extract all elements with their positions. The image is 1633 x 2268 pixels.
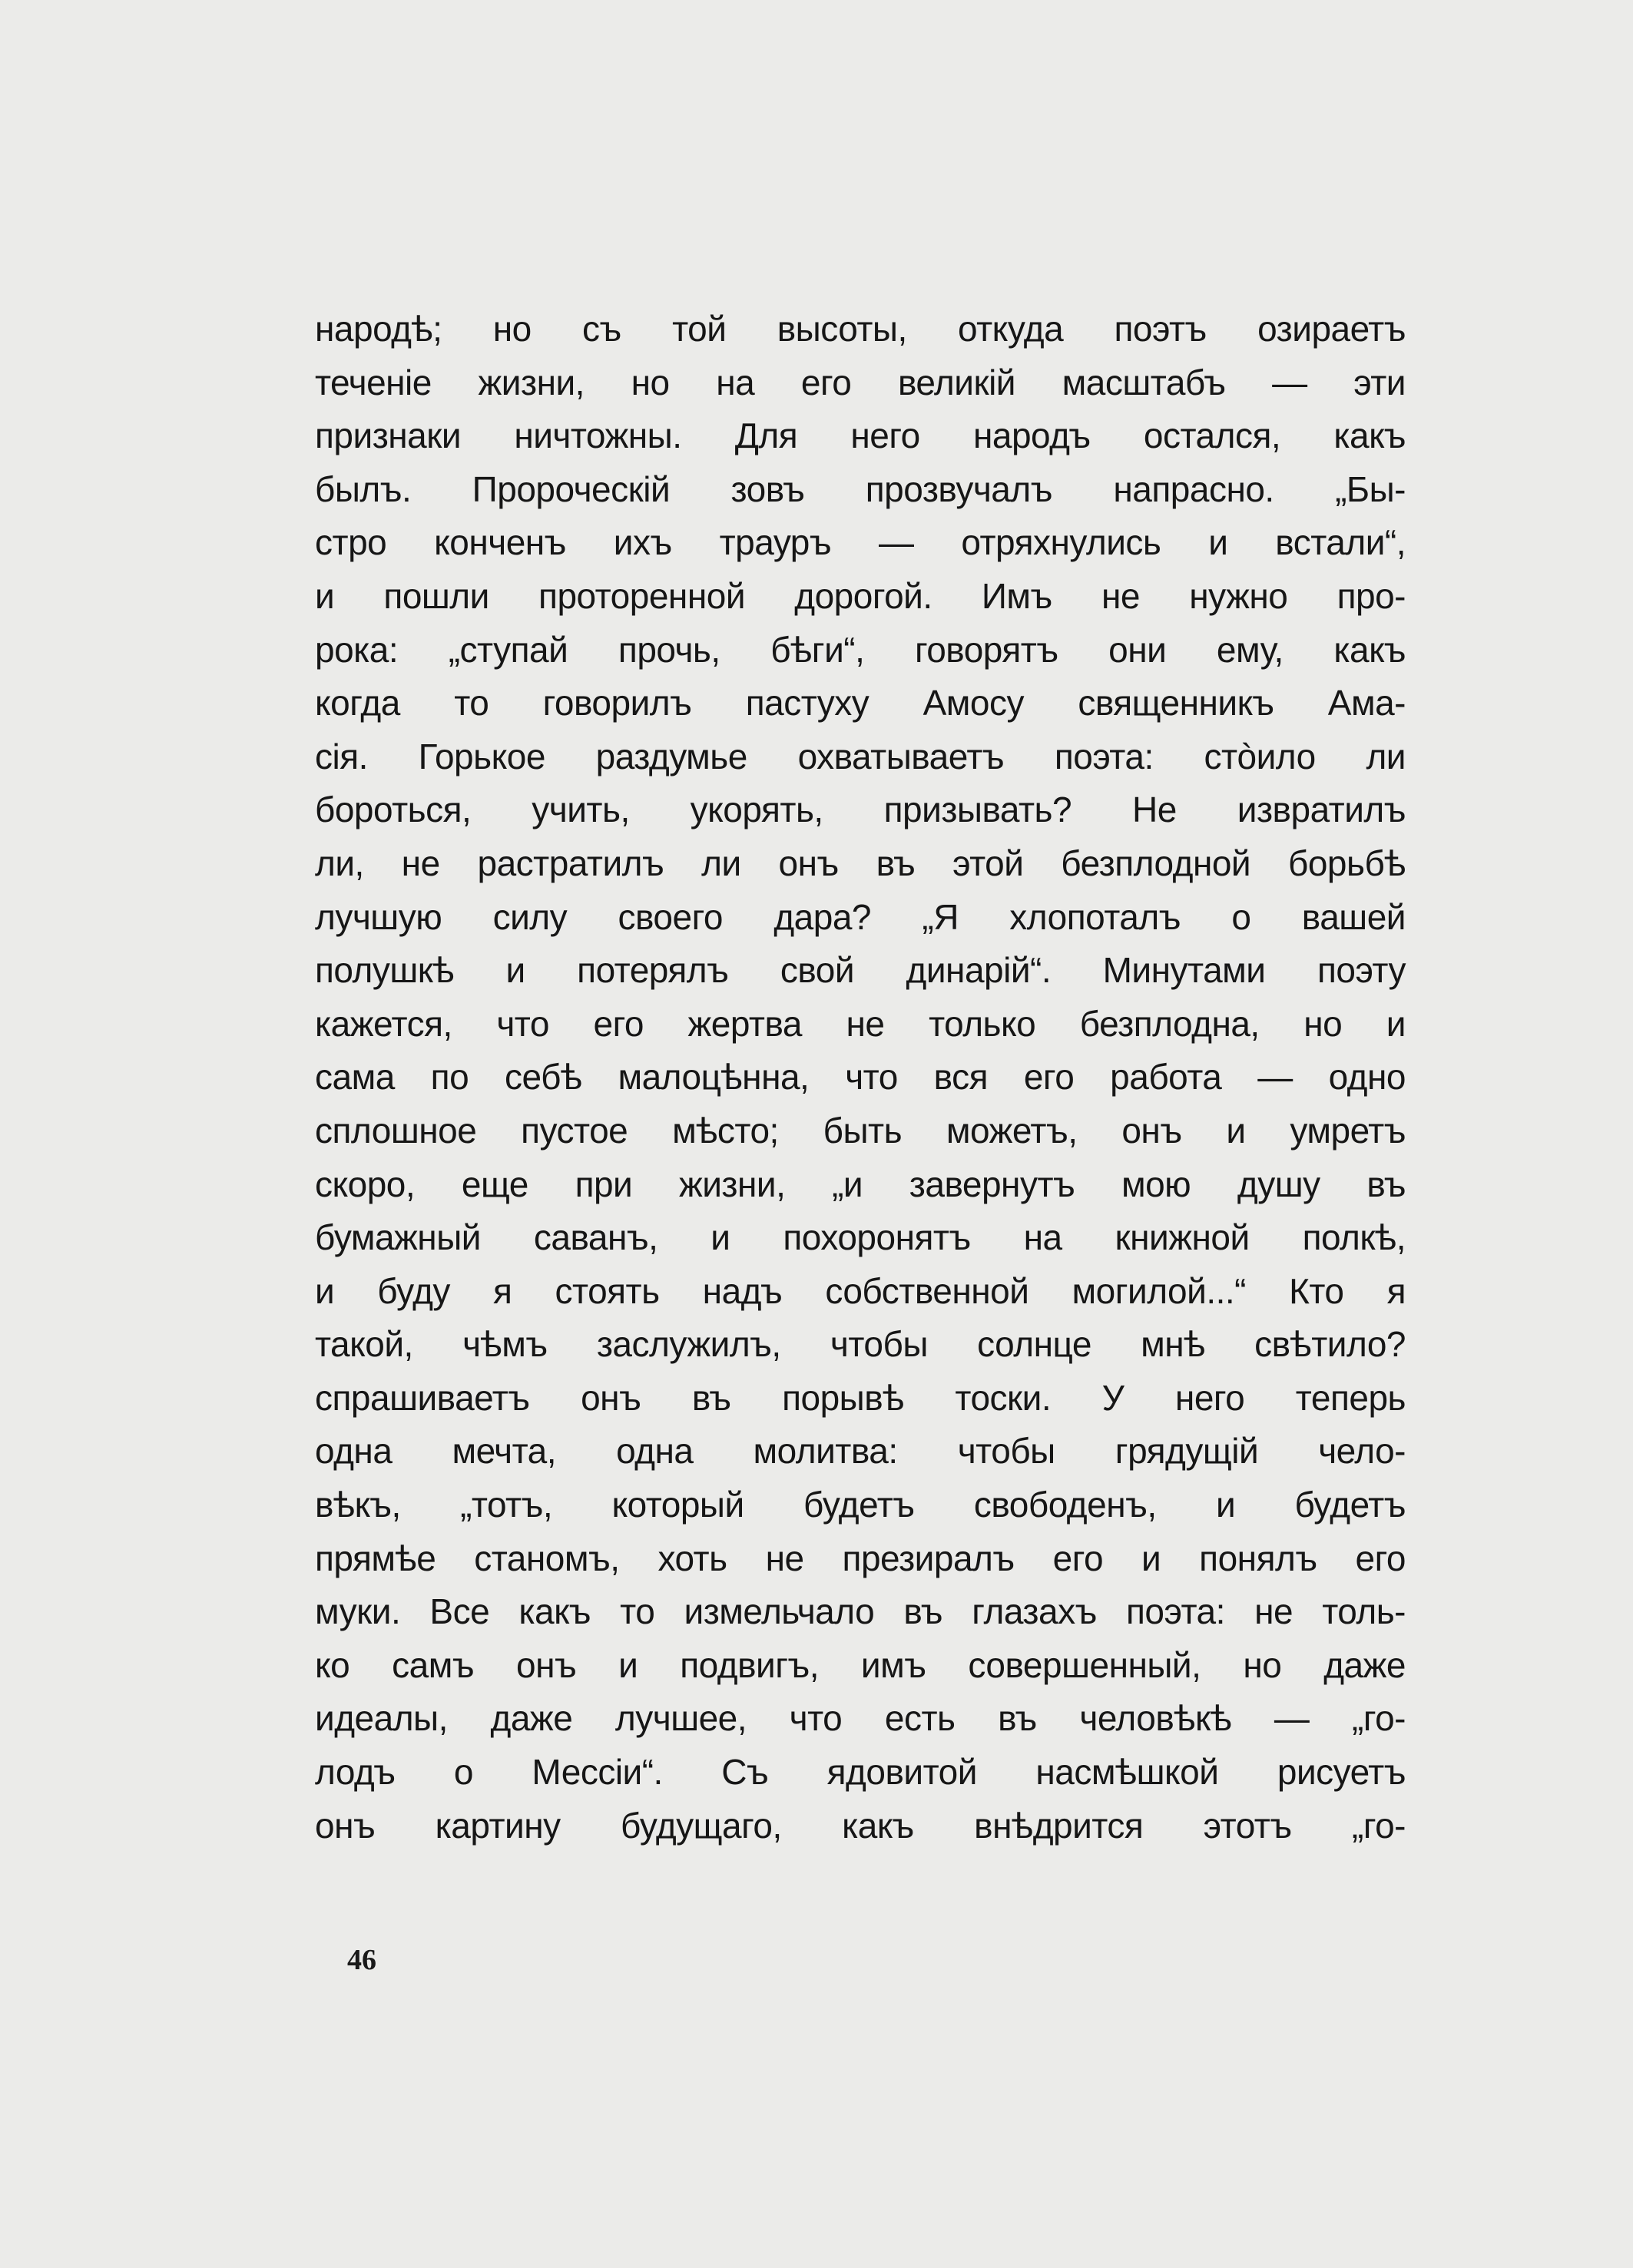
text-line: народѣ; но съ той высоты, откуда поэтъ озираетъ xyxy=(315,309,1406,349)
text-line: ко самъ онъ и подвигъ, имъ совершенный, но даже xyxy=(315,1644,1406,1685)
text-line: сплошное пустое мѣсто; быть можетъ, онъ и умретъ xyxy=(315,1110,1406,1151)
text-line: и буду я стоять надъ собственной могилой...“ Кто я xyxy=(315,1270,1406,1311)
text-line: скоро, еще при жизни, „и завернутъ мою душу въ xyxy=(315,1164,1406,1204)
text-line: рока: „ступай прочь, бѣги“, говорятъ они ему, какъ xyxy=(315,629,1406,670)
text-line: бумажный саванъ, и похоронятъ на книжной полкѣ, xyxy=(315,1217,1406,1258)
text-line: лучшую силу своего дара? „Я хлопоталъ о вашей xyxy=(315,896,1406,937)
text-line: одна мечта, одна молитва: чтобы грядущій чело- xyxy=(315,1431,1406,1472)
page-number: 46 xyxy=(347,1944,376,1976)
text-line: теченіе жизни, но на его великій масштабъ — эти xyxy=(315,362,1406,402)
text-line: кажется, что его жертва не только безплодна, но и xyxy=(315,1003,1406,1044)
text-line: и пошли проторенной дорогой. Имъ не нужно про- xyxy=(315,575,1406,616)
text-line: спрашиваетъ онъ въ порывѣ тоски. У него теперь xyxy=(315,1377,1406,1418)
text-line: прямѣе станомъ, хоть не презиралъ его и понялъ его xyxy=(315,1538,1406,1578)
text-line: когда то говорилъ пастуху Амосу священникъ Ама- xyxy=(315,683,1406,723)
text-line: былъ. Пророческій зовъ прозвучалъ напрасно. „Бы- xyxy=(315,468,1406,509)
text-line: муки. Все какъ то измельчало въ глазахъ поэта: не толь- xyxy=(315,1591,1406,1632)
text-line: такой, чѣмъ заслужилъ, чтобы солнце мнѣ свѣтило? xyxy=(315,1324,1406,1365)
text-line: лодъ о Мессіи“. Съ ядовитой насмѣшкой рисуетъ xyxy=(315,1752,1406,1793)
text-line: полушкѣ и потерялъ свой динарій“. Минутами поэту xyxy=(315,950,1406,991)
text-line: онъ картину будущаго, какъ внѣдрится этотъ „го- xyxy=(315,1805,1406,1846)
text-line: бороться, учить, укорять, призывать? Не извратилъ xyxy=(315,790,1406,830)
body-text xyxy=(315,303,1406,1852)
text-line: вѣкъ, „тотъ, который будетъ свободенъ, и будетъ xyxy=(315,1485,1406,1525)
text-line: идеалы, даже лучшее, что есть въ человѣкѣ — „го- xyxy=(315,1698,1406,1739)
text-line: стро конченъ ихъ трауръ — отряхнулись и встали“, xyxy=(315,522,1406,563)
text-line: признаки ничтожны. Для него народъ остался, какъ xyxy=(315,416,1406,456)
text-line: ли, не растратилъ ли онъ въ этой безплодной борьбѣ xyxy=(315,843,1406,883)
text-line: сама по себѣ малоцѣнна, что вся его работа — одно xyxy=(315,1057,1406,1098)
text-line: сія. Горькое раздумье охватываетъ поэта: стòило ли xyxy=(315,736,1406,776)
